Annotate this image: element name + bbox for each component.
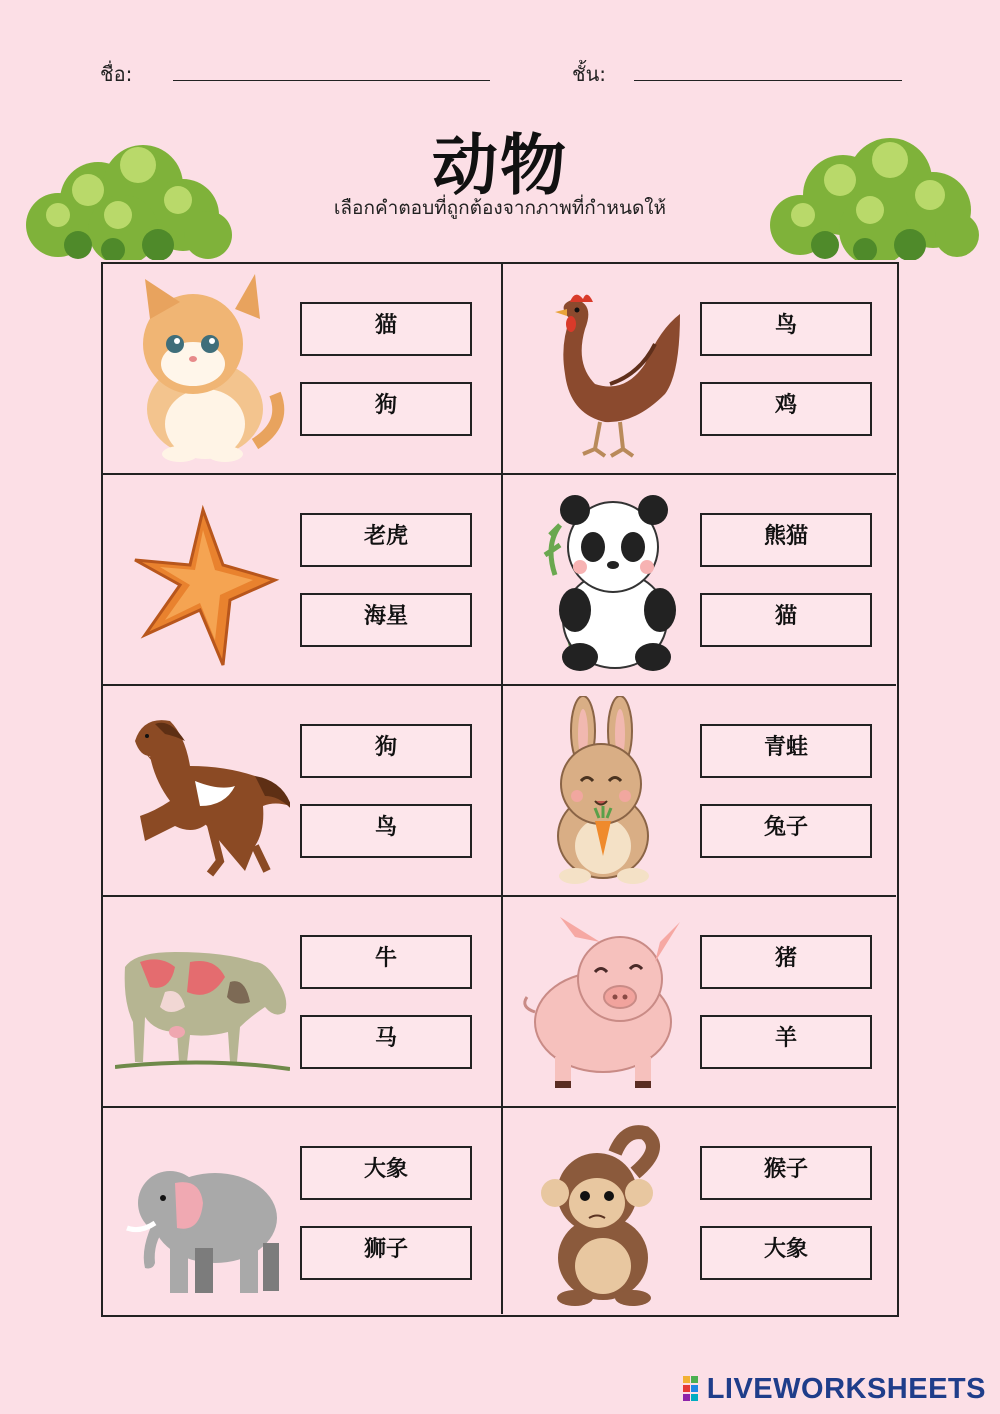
question-cell xyxy=(503,897,901,1108)
question-cell xyxy=(503,1108,901,1319)
name-label: ชื่อ: xyxy=(100,62,133,86)
answer-option[interactable]: 猫 xyxy=(700,593,872,647)
answer-option[interactable]: 猴子 xyxy=(700,1146,872,1200)
class-line[interactable] xyxy=(634,80,902,81)
name-line[interactable] xyxy=(173,80,490,81)
question-cell xyxy=(103,897,501,1108)
question-cell xyxy=(103,264,501,475)
answer-option[interactable]: 狗 xyxy=(300,724,472,778)
question-cell xyxy=(503,264,901,475)
answer-option[interactable]: 海星 xyxy=(300,593,472,647)
cat-picture xyxy=(115,274,290,464)
answer-option[interactable]: 马 xyxy=(300,1015,472,1069)
class-label: ชั้น: xyxy=(572,62,606,86)
question-cell xyxy=(103,1108,501,1319)
answer-option[interactable]: 牛 xyxy=(300,935,472,989)
answer-option[interactable]: 鸟 xyxy=(700,302,872,356)
answer-option[interactable]: 兔子 xyxy=(700,804,872,858)
elephant-picture xyxy=(115,1118,290,1308)
instructions: เลือกคำตอบที่ถูกต้องจากภาพที่กำหนดให้ xyxy=(333,197,667,219)
horse-picture xyxy=(115,696,290,886)
answer-option[interactable]: 鸡 xyxy=(700,382,872,436)
chicken-picture xyxy=(515,274,690,464)
answer-option[interactable]: 大象 xyxy=(300,1146,472,1200)
liveworksheets-logo xyxy=(683,1374,986,1404)
pig-picture xyxy=(515,907,690,1097)
answer-option[interactable]: 狮子 xyxy=(300,1226,472,1280)
monkey-picture xyxy=(515,1118,690,1308)
answer-option[interactable]: 猫 xyxy=(300,302,472,356)
question-cell xyxy=(503,475,901,686)
answer-option[interactable]: 狗 xyxy=(300,382,472,436)
question-cell xyxy=(503,686,901,897)
answer-option[interactable]: 熊猫 xyxy=(700,513,872,567)
question-cell xyxy=(103,475,501,686)
answer-option[interactable]: 青蛙 xyxy=(700,724,872,778)
answer-option[interactable]: 大象 xyxy=(700,1226,872,1280)
panda-picture xyxy=(515,485,690,675)
logo-text: LIVEWORKSHEETS xyxy=(706,1372,986,1405)
rabbit-picture xyxy=(515,696,690,886)
answer-option[interactable]: 猪 xyxy=(700,935,872,989)
answer-option[interactable]: 鸟 xyxy=(300,804,472,858)
starfish-picture xyxy=(115,485,290,675)
answer-option[interactable]: 羊 xyxy=(700,1015,872,1069)
answer-option[interactable]: 老虎 xyxy=(300,513,472,567)
page-title: 动物 xyxy=(432,127,568,204)
question-cell xyxy=(103,686,501,897)
answer-grid xyxy=(101,262,899,1317)
logo-icon xyxy=(683,1376,707,1402)
cow-picture xyxy=(115,907,290,1097)
